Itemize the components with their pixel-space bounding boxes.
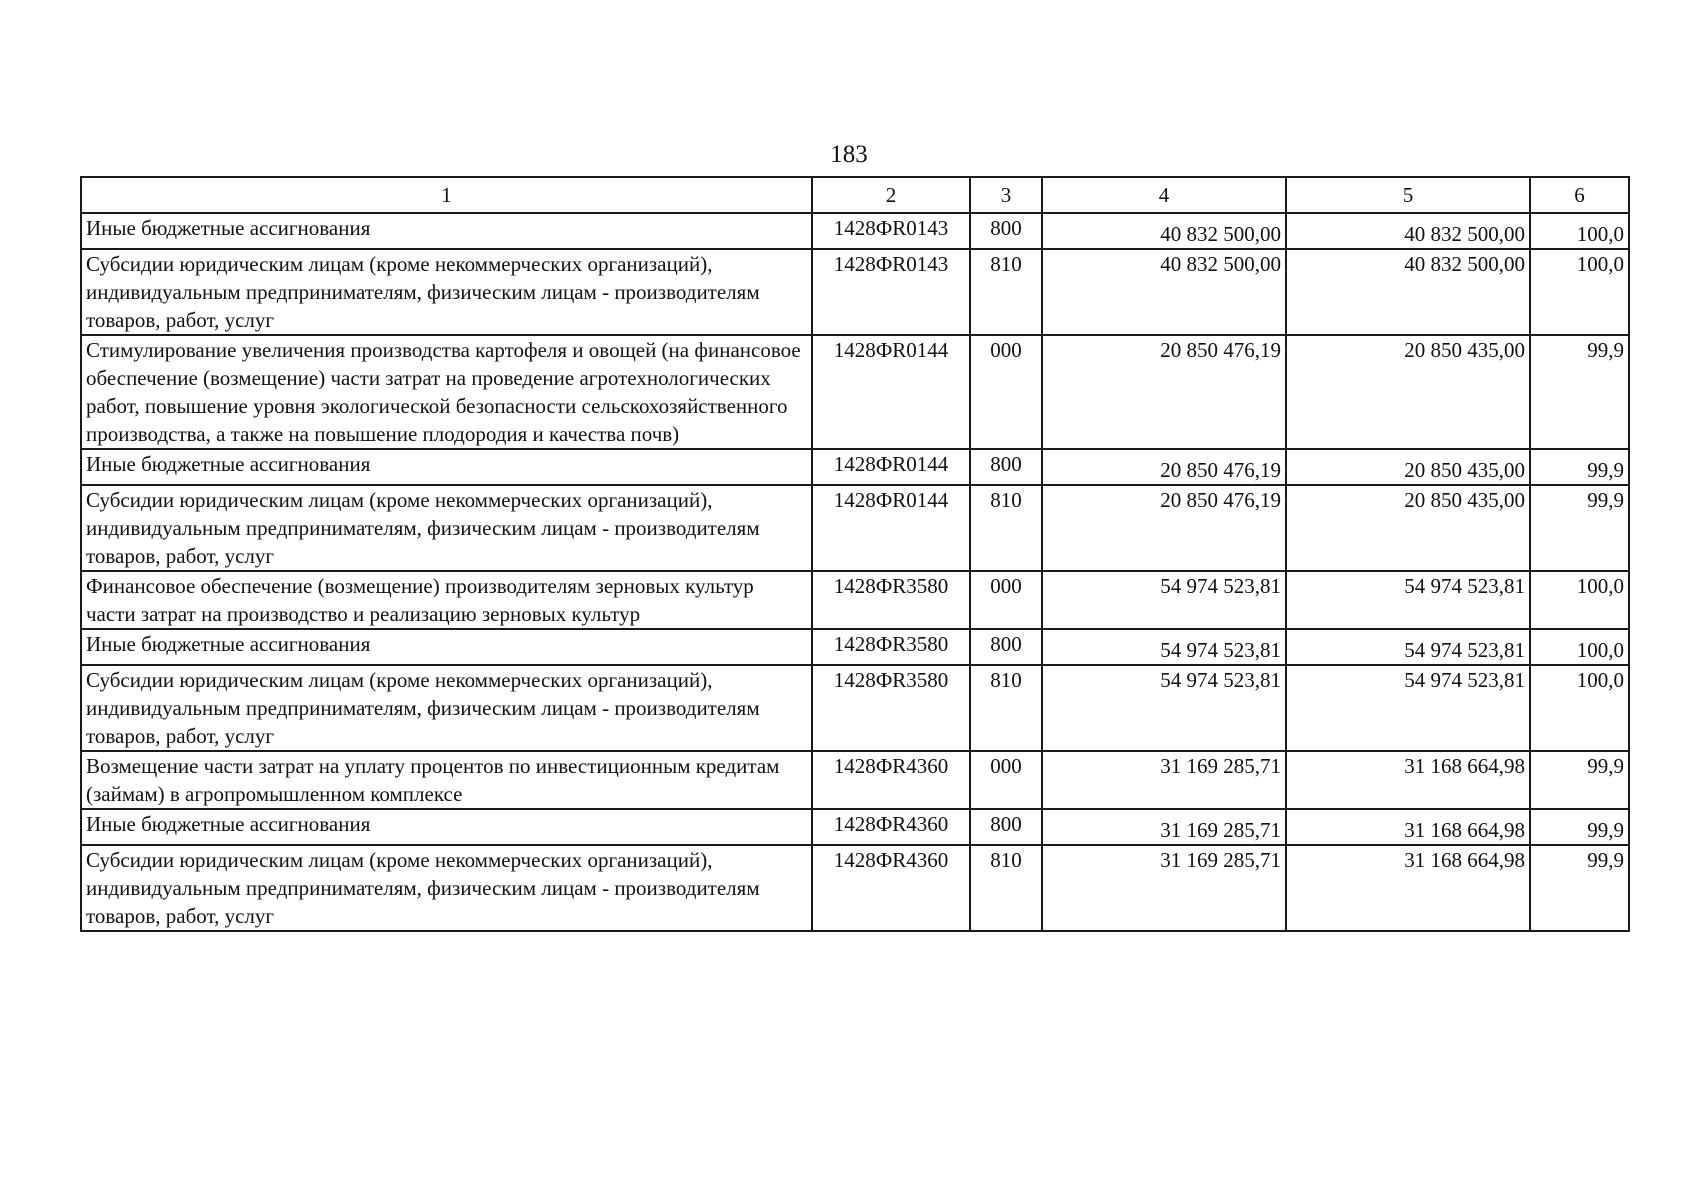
row-name: Возмещение части затрат на уплату процентов по инвестиционным кредитам (займам) в агропромышленном комплексе — [81, 751, 812, 809]
row-fact: 40 832 500,00 — [1286, 249, 1530, 335]
table-row — [81, 485, 1629, 571]
row-plan: 54 974 523,81 — [1042, 665, 1286, 751]
row-type: 800 — [970, 449, 1042, 485]
row-name: Иные бюджетные ассигнования — [81, 809, 812, 845]
row-fact: 40 832 500,00 — [1286, 213, 1530, 249]
row-percent: 99,9 — [1530, 809, 1629, 845]
row-code: 1428ФR0144 — [812, 449, 970, 485]
row-type: 810 — [970, 845, 1042, 931]
row-percent: 99,9 — [1530, 485, 1629, 571]
row-code: 1428ФR0143 — [812, 213, 970, 249]
row-fact: 31 168 664,98 — [1286, 809, 1530, 845]
row-name: Стимулирование увеличения производства картофеля и овощей (на финансовое обеспечение (возмещение) части затрат на проведение агротехнологических работ, повышение уровня экологической безопасности сельскохозяйственного производства, а также на повышение плодородия и качества почв) — [81, 335, 812, 449]
row-code: 1428ФR3580 — [812, 629, 970, 665]
row-plan: 20 850 476,19 — [1042, 485, 1286, 571]
row-type: 800 — [970, 629, 1042, 665]
row-type: 000 — [970, 335, 1042, 449]
row-code: 1428ФR0144 — [812, 335, 970, 449]
row-code: 1428ФR4360 — [812, 809, 970, 845]
row-code: 1428ФR0143 — [812, 249, 970, 335]
row-name: Субсидии юридическим лицам (кроме некоммерческих организаций), индивидуальным предпринимателям, физическим лицам - производителям товаров, работ, услуг — [81, 485, 812, 571]
page-number: 183 — [830, 141, 868, 168]
row-code: 1428ФR3580 — [812, 571, 970, 629]
row-plan: 31 169 285,71 — [1042, 751, 1286, 809]
row-plan: 20 850 476,19 — [1042, 335, 1286, 449]
row-type: 000 — [970, 571, 1042, 629]
row-code: 1428ФR4360 — [812, 751, 970, 809]
table-header — [81, 177, 1629, 213]
row-plan: 20 850 476,19 — [1042, 449, 1286, 485]
table-row — [81, 249, 1629, 335]
row-type: 810 — [970, 249, 1042, 335]
column-header-plan: 4 — [1042, 177, 1286, 213]
budget-table — [80, 176, 1630, 932]
column-header-fact: 5 — [1286, 177, 1530, 213]
row-type: 810 — [970, 485, 1042, 571]
row-percent: 100,0 — [1530, 249, 1629, 335]
row-plan: 54 974 523,81 — [1042, 629, 1286, 665]
row-name: Субсидии юридическим лицам (кроме некоммерческих организаций), индивидуальным предпринимателям, физическим лицам - производителям товаров, работ, услуг — [81, 249, 812, 335]
row-name: Иные бюджетные ассигнования — [81, 629, 812, 665]
row-code: 1428ФR3580 — [812, 665, 970, 751]
row-plan: 31 169 285,71 — [1042, 809, 1286, 845]
table-row — [81, 665, 1629, 751]
row-type: 000 — [970, 751, 1042, 809]
row-plan: 40 832 500,00 — [1042, 249, 1286, 335]
row-type: 800 — [970, 213, 1042, 249]
table-row — [81, 845, 1629, 931]
row-plan: 54 974 523,81 — [1042, 571, 1286, 629]
row-plan: 40 832 500,00 — [1042, 213, 1286, 249]
row-name: Субсидии юридическим лицам (кроме некоммерческих организаций), индивидуальным предпринимателям, физическим лицам - производителям товаров, работ, услуг — [81, 665, 812, 751]
table-body — [81, 213, 1629, 931]
row-name: Финансовое обеспечение (возмещение) производителям зерновых культур части затрат на производство и реализацию зерновых культур — [81, 571, 812, 629]
row-fact: 54 974 523,81 — [1286, 571, 1530, 629]
row-percent: 99,9 — [1530, 751, 1629, 809]
table-row — [81, 751, 1629, 809]
table-row — [81, 335, 1629, 449]
table-row — [81, 213, 1629, 249]
row-percent: 99,9 — [1530, 449, 1629, 485]
table-row — [81, 809, 1629, 845]
row-percent: 100,0 — [1530, 213, 1629, 249]
row-name: Субсидии юридическим лицам (кроме некоммерческих организаций), индивидуальным предпринимателям, физическим лицам - производителям товаров, работ, услуг — [81, 845, 812, 931]
column-header-type: 3 — [970, 177, 1042, 213]
row-fact: 54 974 523,81 — [1286, 665, 1530, 751]
row-code: 1428ФR0144 — [812, 485, 970, 571]
row-percent: 99,9 — [1530, 845, 1629, 931]
row-percent: 99,9 — [1530, 335, 1629, 449]
row-fact: 31 168 664,98 — [1286, 751, 1530, 809]
row-name: Иные бюджетные ассигнования — [81, 213, 812, 249]
row-code: 1428ФR4360 — [812, 845, 970, 931]
row-plan: 31 169 285,71 — [1042, 845, 1286, 931]
row-percent: 100,0 — [1530, 665, 1629, 751]
column-header-code: 2 — [812, 177, 970, 213]
row-name: Иные бюджетные ассигнования — [81, 449, 812, 485]
row-fact: 20 850 435,00 — [1286, 449, 1530, 485]
column-header-name: 1 — [81, 177, 812, 213]
row-type: 810 — [970, 665, 1042, 751]
row-fact: 54 974 523,81 — [1286, 629, 1530, 665]
table-row — [81, 449, 1629, 485]
table-row — [81, 629, 1629, 665]
column-header-percent: 6 — [1530, 177, 1629, 213]
table-row — [81, 571, 1629, 629]
row-percent: 100,0 — [1530, 571, 1629, 629]
row-fact: 20 850 435,00 — [1286, 485, 1530, 571]
row-fact: 31 168 664,98 — [1286, 845, 1530, 931]
row-percent: 100,0 — [1530, 629, 1629, 665]
row-type: 800 — [970, 809, 1042, 845]
row-fact: 20 850 435,00 — [1286, 335, 1530, 449]
